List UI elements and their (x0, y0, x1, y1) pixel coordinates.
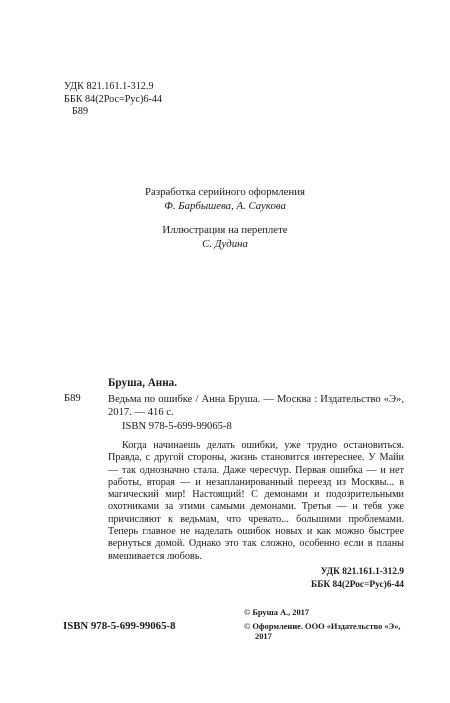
annotation: Когда начинаешь делать ошибки, уже трудно остановиться. Правда, с другой стороны, жизнь становится интереснее. У Майи — так однозначно стала. Даже чересчур. Первая ошибка — и нет работы, вторая — и незапланированный переезд из Москвы... в магический мир! Настоящий! С демонами и подозрительными охотниками за этими самыми демонами. Третья — и тебя уже причисляют к ведьмам, что чревато... большими проблемами. Теперь главное не наделать ошибок новых и как можно быстрее вернуться домой. Однако это так сложно, особенно если в планы вмешивается любовь. (108, 440, 404, 562)
cover-illustration-label: Иллюстрация на переплете (162, 224, 288, 236)
series-design-label: Разработка серийного оформления (145, 186, 305, 198)
bbk-code: ББК 84(2Рос=Рус)6-44 (64, 93, 163, 105)
record-author: Бруша, Анна. (108, 377, 178, 389)
copyright-block (244, 608, 401, 642)
copyright-design-line1: © Оформление. ООО «Издательство «Э», (244, 622, 401, 631)
design-credits (0, 185, 450, 251)
copyright-design-line2: 2017 (255, 632, 272, 641)
record-udk: УДК 821.161.1-312.9 (320, 567, 404, 577)
cover-illustration-author: С. Дудина (202, 238, 248, 250)
series-design-authors: Ф. Барбышева, А. Саукова (164, 200, 286, 212)
record-codes (311, 566, 404, 592)
record-bbk: ББК 84(2Рос=Рус)6-44 (311, 580, 404, 590)
udk-code: УДК 821.161.1-312.9 (64, 81, 154, 92)
bibliographic-description: Ведьма по ошибке / Анна Бруша. — Москва : Издательство «Э», 2017. — 416 с. (108, 394, 404, 418)
footer-isbn: ISBN 978-5-699-99065-8 (63, 620, 176, 632)
classification-block (64, 81, 162, 119)
copyright-author: © Бруша А., 2017 (244, 608, 310, 617)
author-mark: Б89 (72, 106, 89, 117)
record-isbn: ISBN 978-5-699-99065-8 (122, 421, 232, 432)
record-author-mark: Б89 (64, 393, 81, 404)
